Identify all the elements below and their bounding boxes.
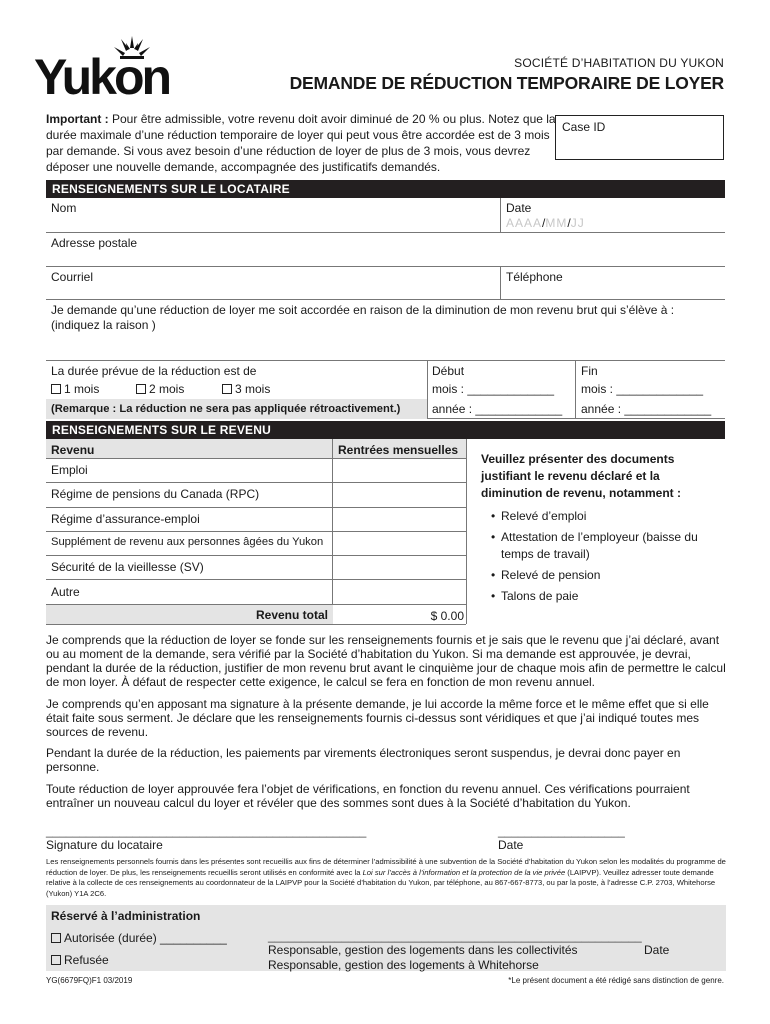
reason-field[interactable] (46, 300, 725, 361)
date-day-placeholder: JJ (570, 216, 585, 230)
admin-resp-whitehorse: Responsable, gestion des logements à Whitehorse (268, 958, 539, 972)
agency-name: SOCIÉTÉ D’HABITATION DU YUKON (514, 56, 724, 70)
privacy-text: Les renseignements personnels fournis dans les présentes sont recueillis aux fins de déterminer l’admissibilité à une subvention de la Société d’habitation du Yukon selon les modalités du programme de réduction de loyer. De plus, les renseignements recueillis seront utilisés en conformité avec la (46, 857, 726, 877)
email-label: Courriel (51, 270, 94, 284)
form-title: DEMANDE DE RÉDUCTION TEMPORAIRE DE LOYER (289, 73, 724, 93)
documents-heading: Veuillez présenter des documents justifiant le revenu déclaré et la diminution de revenu, notamment : (481, 452, 682, 500)
divider (575, 361, 576, 419)
date-separator: / (542, 216, 546, 230)
start-year-field[interactable]: année : _____________ (432, 402, 563, 416)
admin-date-label: Date (644, 943, 670, 957)
tenant-section-heading: RENSEIGNEMENTS SUR LE LOCATAIRE (46, 180, 725, 198)
income-row (46, 508, 466, 532)
postal-address-field[interactable] (46, 233, 725, 267)
option-label: 2 mois (149, 382, 185, 396)
admin-signature-line[interactable]: ________________________________________________________ (268, 929, 642, 943)
income-row-label: Régime d’assurance-emploi (51, 511, 200, 526)
privacy-text: (LAIPVP). Veuillez adresser toute demande relative à la collecte de ces renseignements au coordonnateur de la LAIPVP pour la Société d’habitation du Yukon, par téléphone, au 867-667-8773, ou par la poste, à l’adresse C.P. 2703, Whitehorse (Yukon) Y1A 2C6. (46, 867, 716, 898)
signature-date-line[interactable]: ___________________ (498, 824, 625, 838)
remark-text: (Remarque : La réduction ne sera pas appliquée rétroactivement.) (51, 403, 401, 415)
name-label: Nom (51, 201, 77, 215)
privacy-law: Loi sur l’accès à l’information et la protection de la vie privée (362, 867, 566, 877)
approved-label: Autorisée (durée) __________ (64, 931, 227, 945)
income-row-label: Régime de pensions du Canada (RPC) (51, 487, 260, 502)
income-row-label: Autre (51, 584, 80, 599)
declaration-3: Pendant la durée de la réduction, les paiements par virements électroniques seront suspendus, je devrai donc payer en personne. (46, 746, 681, 774)
checkbox[interactable] (51, 384, 61, 394)
admin-refused[interactable] (51, 953, 109, 967)
admin-resp-communities: Responsable, gestion des logements dans les collectivités (268, 943, 578, 957)
income-row (46, 556, 466, 580)
income-amount-field[interactable] (333, 508, 466, 531)
income-row (46, 483, 466, 507)
admin-approved[interactable] (51, 931, 227, 945)
signature-date-label: Date (498, 838, 524, 852)
list-item: • Relevé de pension (481, 567, 721, 584)
total-label: Revenu total (255, 608, 328, 622)
income-row (46, 581, 466, 605)
list-item: • Relevé d’emploi (481, 508, 721, 525)
start-month-field[interactable]: mois : _____________ (432, 382, 555, 396)
gender-note: *Le présent document a été rédigé sans distinction de genre. (508, 976, 724, 985)
name-field[interactable] (46, 198, 500, 233)
documents-list (481, 508, 721, 605)
checkbox[interactable] (51, 933, 61, 943)
income-row-label: Emploi (51, 463, 88, 477)
income-amount-field[interactable] (333, 459, 466, 482)
income-amount-field[interactable] (333, 556, 466, 579)
option-2-months[interactable] (136, 382, 184, 396)
option-3-months[interactable] (222, 382, 270, 396)
duration-label: La durée prévue de la réduction est de (51, 364, 257, 378)
income-amount-field[interactable] (333, 532, 466, 555)
important-note (46, 111, 556, 175)
logo-wordmark: Yukon (34, 49, 170, 105)
date-field[interactable] (500, 198, 725, 233)
end-label: Fin (581, 364, 598, 378)
important-text: Pour être admissible, votre revenu doit avoir diminué de 20 % ou plus. Notez que la durée maximale d’une réduction temporaire de loyer qui peut vous être accordée est de 3 mois par demande. Si vous avez besoin d’une réduction de loyer de plus de 3 mois, vous devrez déposer une nouvelle demande, accompagnée des justificatifs demandés. (46, 112, 556, 174)
privacy-notice (46, 857, 726, 899)
income-amount-field[interactable] (333, 483, 466, 506)
refused-label: Refusée (64, 953, 109, 967)
important-label: Important : (46, 112, 109, 126)
case-id-label: Case ID (562, 120, 606, 134)
option-1-month[interactable] (51, 382, 99, 396)
declaration-1: Je comprends que la réduction de loyer se fonde sur les renseignements fournis et je sais que le revenu que j’ai déclaré, avant ou au moment de la demande, sera vérifié par la Société d’habitation du Yukon. Si ma demande est approuvée, je devrai, pendant la durée de la réduction, justifier de mon revenu brut avant le cinquième jour de chaque mois afin de permettre le calcul de mon loyer. À défaut de respecter cette exigence, le calcul se fera en fonction de mon revenu annuel. (46, 633, 726, 689)
option-label: 1 mois (64, 382, 100, 396)
reason-hint: (indiquez la raison ) (51, 318, 156, 332)
declaration-4: Toute réduction de loyer approuvée fera l’objet de vérifications, en fonction du revenu annuel. Ces vérifications pourraient entraîner un nouveau calcul du loyer et révéler que des sommes sont dues à la Société d’habitation du Yukon. (46, 782, 690, 810)
yukon-logo (34, 34, 174, 105)
phone-field[interactable] (500, 267, 725, 300)
monthly-col-header: Rentrées mensuelles (338, 443, 459, 457)
income-row (46, 532, 466, 556)
phone-label: Téléphone (506, 270, 563, 284)
reason-prompt: Je demande qu’une réduction de loyer me soit accordée en raison de la diminution de mon revenu brut qui s’élève à : (51, 303, 675, 317)
email-field[interactable] (46, 267, 500, 300)
signature-line[interactable]: ________________________________________________ (46, 824, 367, 838)
list-item: • Talons de paie (481, 588, 721, 605)
date-year-placeholder: AAAA (506, 216, 543, 230)
date-month-placeholder: MM (545, 216, 568, 230)
checkbox[interactable] (51, 955, 61, 965)
income-section-heading: RENSEIGNEMENTS SUR LE REVENU (46, 421, 725, 439)
divider (427, 361, 428, 419)
declaration-2: Je comprends qu’en apposant ma signature à la présente demande, je lui accorde la même force et le même effet que si elle était faite sous serment. Je déclare que les renseignements fournis ci-dessus sont véridiques et que j’ai indiqué toutes mes sources de revenu. (46, 697, 709, 739)
divider (46, 624, 466, 625)
end-year-field[interactable]: année : _____________ (581, 402, 712, 416)
signature-label: Signature du locataire (46, 838, 163, 852)
income-row-label: Supplément de revenu aux personnes âgées du Yukon (51, 535, 324, 548)
checkbox[interactable] (136, 384, 146, 394)
divider (466, 439, 467, 624)
date-label: Date (506, 201, 532, 215)
income-amount-field[interactable] (333, 581, 466, 604)
date-separator: / (567, 216, 571, 230)
start-label: Début (432, 364, 465, 378)
form-code: YG(6679FQ)F1 03/2019 (46, 976, 133, 985)
list-item: • Attestation de l’employeur (baisse du temps de travail) (481, 529, 721, 563)
total-value: $ 0.00 (430, 609, 464, 623)
case-id-field[interactable] (555, 115, 724, 160)
income-row-label: Sécurité de la vieillesse (SV) (51, 560, 204, 575)
income-col-header: Revenu (51, 443, 95, 457)
end-month-field[interactable]: mois : _____________ (581, 382, 704, 396)
income-row (46, 459, 466, 483)
documents-box (481, 451, 721, 609)
checkbox[interactable] (222, 384, 232, 394)
admin-heading: Réservé à l’administration (51, 909, 201, 923)
postal-address-label: Adresse postale (51, 236, 138, 250)
option-label: 3 mois (235, 382, 271, 396)
